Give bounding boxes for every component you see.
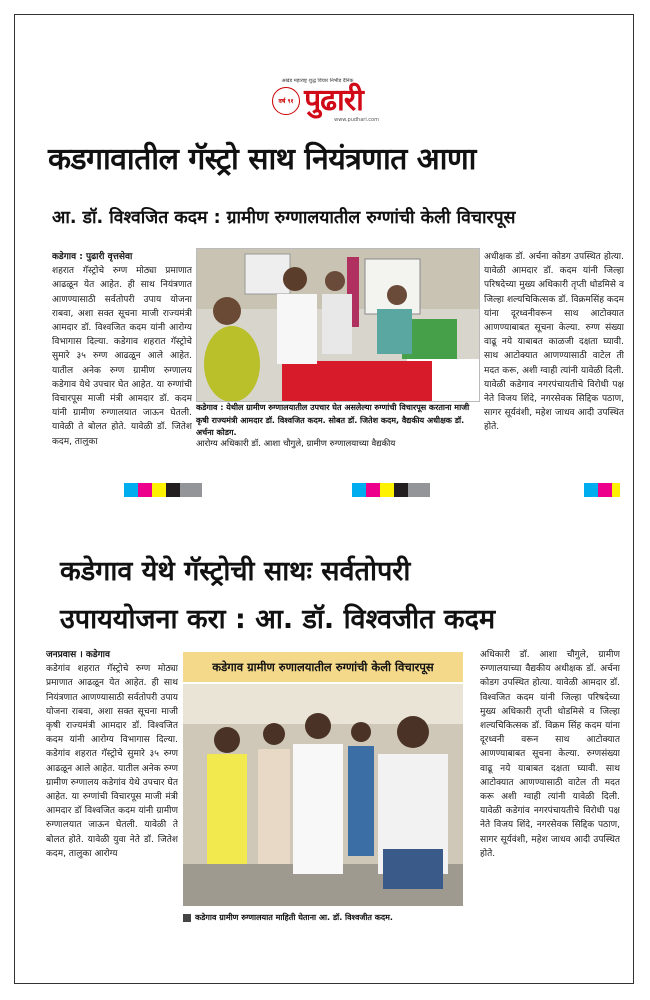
article1-headline: कडगावातील गॅस्ट्रो साथ नियंत्रणात आणा xyxy=(48,142,476,177)
color-registration-bar xyxy=(584,483,620,497)
newspaper-masthead xyxy=(250,78,385,128)
masthead-badge: वर्ष ९१ xyxy=(272,87,300,115)
article1-subhead: आ. डॉ. विश्वजित कदम : ग्रामीण रुग्णालयातील रुग्णांची केली विचारपूस xyxy=(52,208,516,228)
article2-body-left: कडेगांव शहरात गॅस्ट्रोचे रुग्ण मोठ्या प्रमाणात आढळून येत आहेत. ही साथ नियंत्रणात आणण्यासाठी सर्वतोपरी उपाय योजना राबवा, अशा सक्त सूचना माजी कृषी राज्यमंत्री आमदार डॉ. विश्वजित कदम यांनी आरोग्य विभागास दिल्या. कडेगांव शहरात गॅस्ट्रोचे सुमारे ३५ रुग्ण आढळून आले आहेत. यातील अनेक रुग्ण ग्रामीण रुग्णालय कडेगांव येथे उपचार घेत आहेत. या रुग्णांची विचारपूस माजी मंत्री आमदार डॉ विश्वजित कदम यांनी ग्रामीण रुग्णालयात जाऊन घेतली. यावेळी ते बोलत होते. यावेळी युवा नेते डॉ. जितेश कदम, तालुका आरोग्य xyxy=(46,664,178,859)
article2-photo-banner: कडेगाव ग्रामीण रुणालयातील रुग्णांची केली विचारपूस xyxy=(183,652,463,682)
article2-headline-line2: उपाययोजना करा : आ. डॉ. विश्वजीत कदम xyxy=(60,604,496,635)
color-registration-bar xyxy=(124,483,202,497)
article2-body-right: अधिकारी डॉ. आशा चौगुले, ग्रामीण रुग्णालयाच्या वैद्यकीय अधीक्षक डॉ. अर्चना कोडग उपस्थित होत्या. यावेळी आमदार डॉ. विश्वजित कदम यांनी जिल्हा परिषदेच्या मुख्य अधिकारी तृप्ती धोडमिसे व जिल्हा शल्यचिकित्सक डॉ. विक्रम सिंह कदम यांना दूरध्वनी वरून साथ आटोक्यात आणण्याबाबत सूचना केल्या. रुग्णसंख्या वाढू नये याबाबत दक्षता घ्यावी. साथ आटोक्यात आणण्यासाठी वाटेल ती मदत करू अशी ग्वाही त्यांनी यावेळी दिली. यावेळी कडेगांव नगरपंचायतीचे विरोधी पक्ष नेते विजय शिंदे, नगरसेवक सिद्दिक पठाण, सागर सूर्यवंशी, महेश जाधव आदी उपस्थित होते. xyxy=(480,650,620,859)
article1-photo xyxy=(196,248,480,402)
article1-body-right: अधीक्षक डॉ. अर्चना कोडग उपस्थित होत्या. यावेळी आमदार डॉ. कदम यांनी जिल्हा परिषदेच्या मुख्य अधिकारी तृप्ती धोडमिसे व जिल्हा शल्यचिकित्सक डॉ. विक्रमसिंह कदम यांना दूरध्वनीवरून साथ आटोक्यात आणण्याबाबत सूचना केल्या. रुग्ण संख्या वाढू नये याबाबत काळजी दक्षता घ्यावी. साथ आटोक्यात आणण्यासाठी वाटेल ती मदत करू, अशी ग्वाही त्यांनी यावेळी दिली. यावेळी कडेगाव नगरपंचायतीचे विरोधी पक्ष नेते विजय शिंदे, नगरसेवक सिद्दिक पठाण, सागर सूर्यवंशी, महेश जाधव आदी उपस्थित होते. xyxy=(484,252,624,433)
color-registration-bar xyxy=(352,483,430,497)
hospital-corridor-photo xyxy=(183,684,463,906)
article2-photo-caption xyxy=(183,912,473,924)
article2-headline-line1: कडेगाव येथे गॅस्ट्रोची साथः सर्वतोपरी xyxy=(60,556,411,587)
article1-body-left: शहरात गॅस्ट्रोचे रुग्ण मोठ्या प्रमाणात आढळून येत आहेत. ही साथ नियंत्रणात आणण्यासाठी सर्वतोपरी उपाय योजना राबवा, अशा सक्त सूचना माजी राज्यमंत्री आमदार डॉ. विश्वजित कदम यांनी आरोग्य विभागास दिल्या. कडेगाव शहरात गॅस्ट्रोचे सुमारे ३५ रुग्ण आढळून आले आहेत. यातील अनेक रुग्ण ग्रामीण रुग्णालय कडेगाव येथे उपचार घेत आहेत. या रुग्णांची विचारपूस माजी मंत्री आमदार डॉ. कदम यांनी ग्रामीण रुग्णालयात जाऊन घेतली. यावेळी ते बोलत होते. यावेळी डॉ. जितेश कदम, तालुका xyxy=(52,266,192,446)
masthead-url: www.pudhari.com xyxy=(334,117,379,123)
article1-photo-caption: कडेगाव : येथील ग्रामीण रुग्णालयातील उपचार घेत असलेल्या रुग्णांची विचारपूस करताना माजी कृषी राज्यमंत्री आमदार डॉ. विश्वजित कदम. सोबत डॉ. जितेश कदम, वैद्यकीय अधीक्षक डॉ. अर्चना कोडग. xyxy=(196,403,470,437)
article1-column-left xyxy=(52,250,192,446)
article2-caption-text: कडेगाव ग्रामीण रुग्णालयात माहिती घेताना आ. डॉ. विश्वजीत कदम. xyxy=(195,913,393,922)
newspaper-logo: पुढारी xyxy=(304,83,363,118)
masthead-tagline: अखंड महाराष्ट्र शुद्ध विचार निर्भीड दैनिक xyxy=(281,78,354,84)
caption-square-icon xyxy=(183,914,191,922)
article2-column-left xyxy=(46,648,178,934)
article2-dateline: जनप्रवास । कडेगाव xyxy=(46,650,111,660)
article2-photo xyxy=(183,684,463,906)
article1-column-right xyxy=(484,250,624,476)
hospital-ward-photo xyxy=(197,249,479,401)
article2-column-right xyxy=(480,648,620,934)
article1-dateline: कडेगाव : पुढारी वृत्तसेवा xyxy=(52,252,133,262)
article1-continued-text: आरोग्य अधिकारी डॉ. आशा चौगुले, ग्रामीण रुग्णालयाच्या वैद्यकीय xyxy=(196,439,396,449)
